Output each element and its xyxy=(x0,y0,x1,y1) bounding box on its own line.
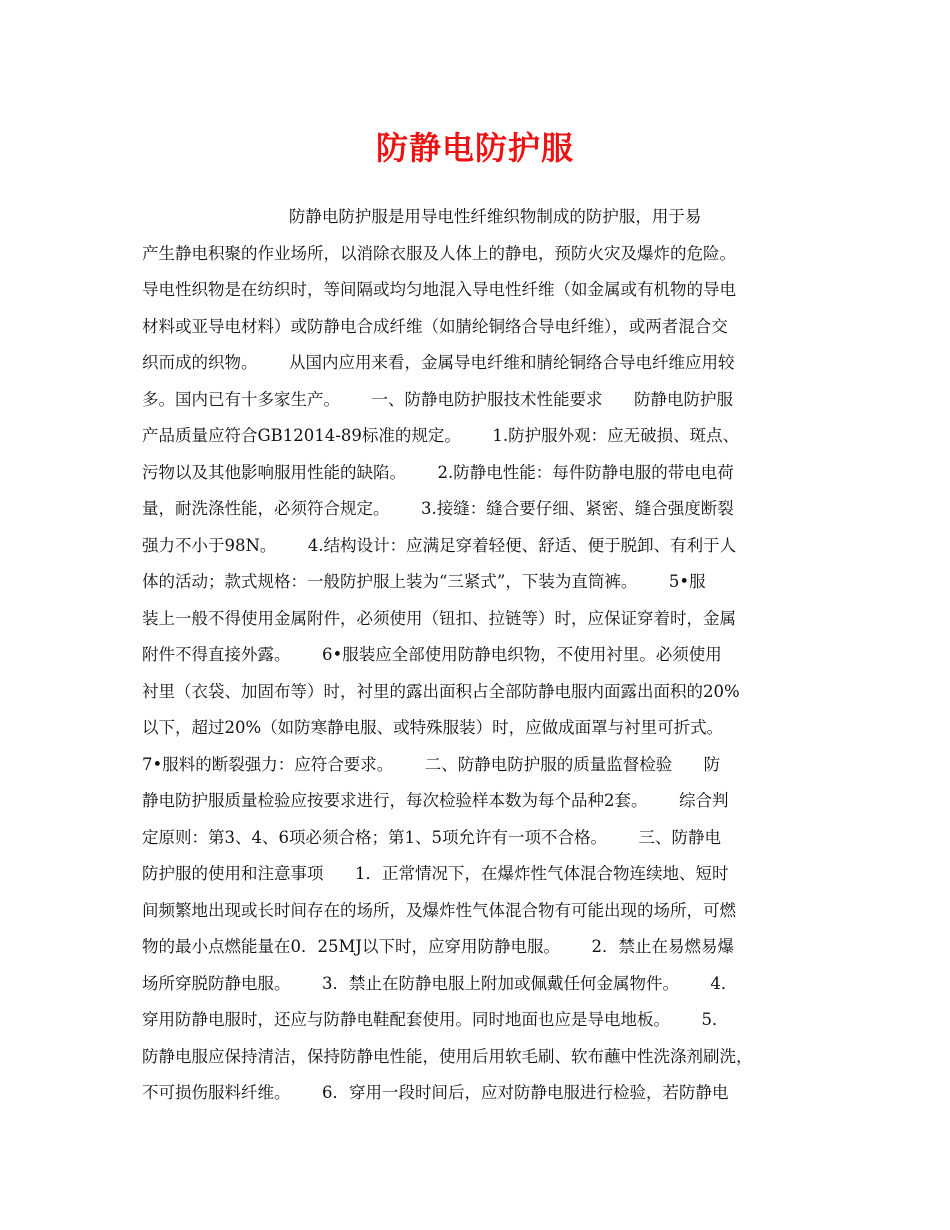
body-line: 以下，超过20%（如防寒静电服、或特殊服装）时，应做成面罩与衬里可折式。 xyxy=(142,718,724,737)
body-line: 强力不小于98N。 4.结构设计：应满足穿着轻便、舒适、便于脱卸、有利于人 xyxy=(142,535,737,555)
body-line: 污物以及其他影响服用性能的缺陷。 2.防静电性能：每件防静电服的带电电荷 xyxy=(142,462,734,482)
body-line: 衬里（衣袋、加固布等）时，衬里的露出面积占全部防静电服内面露出面积的20% xyxy=(142,681,740,701)
body-line: 装上一般不得使用金属附件，必须使用（钮扣、拉链等）时，应保证穿着时，金属 xyxy=(142,608,736,628)
body-line: 不可损伤服料纤维。 6．穿用一段时间后，应对防静电服进行检验，若防静电 xyxy=(142,1083,729,1102)
body-line: 量，耐洗涤性能，必须符合规定。 3.接缝：缝合要仔细、紧密、缝合强度断裂 xyxy=(142,499,734,518)
body-line: 物的最小点燃能量在0．25MJ以下时，应穿用防静电服。 2．禁止在易燃易爆 xyxy=(142,937,734,956)
body-line: 防护服的使用和注意事项 1．正常情况下，在爆炸性气体混合物连续地、短时 xyxy=(142,864,729,883)
body-line: 场所穿脱防静电服。 3．禁止在防静电服上附加或佩戴任何金属物件。 4． xyxy=(142,973,738,993)
body-line: 间频繁地出现或长时间存在的场所，及爆炸性气体混合物有可能出现的场所，可燃 xyxy=(142,900,736,920)
document-title: 防静电防护服 xyxy=(375,129,574,167)
body-line: 多。国内已有十多家生产。 一、防静电防护服技术性能要求 防静电防护服 xyxy=(142,389,733,409)
body-line: 静电防护服质量检验应按要求进行，每次检验样本数为每个品种2套。 综合判 xyxy=(142,791,729,810)
body-line: 7•服料的断裂强力：应符合要求。 二、防静电防护服的质量监督检验 防 xyxy=(142,754,721,774)
body-line: 防静电防护服是用导电性纤维织物制成的防护服，用于易 xyxy=(142,207,702,226)
body-line: 织而成的织物。 从国内应用来看，金属导电纤维和腈纶铜络合导电纤维应用较 xyxy=(142,353,735,372)
body-line: 导电性织物是在纺织时，等间隔或均匀地混入导电性纤维（如金属或有机物的导电 xyxy=(142,280,736,299)
body-line: 防静电服应保持清洁，保持防静电性能，使用后用软毛刷、软布蘸中性洗涤剂刷洗， xyxy=(142,1046,753,1066)
body-line: 产生静电积聚的作业场所，以消除衣服及人体上的静电，预防火灾及爆炸的危险。 xyxy=(142,243,736,263)
body-line: 材料或亚导电材料）或防静电合成纤维（如腈纶铜络合导电纤维），或两者混合交 xyxy=(142,316,728,336)
body-line: 体的活动；款式规格：一般防护服上装为“三紧式”，下装为直筒裤。 5•服 xyxy=(142,572,706,591)
body-line: 产品质量应符合GB12014-89标准的规定。 1.防护服外观：应无破损、斑点、 xyxy=(142,426,740,445)
body-line: 定原则：第3、4、6项必须合格；第1、5项允许有一项不合格。 三、防静电 xyxy=(142,827,721,847)
body-line: 穿用防静电服时，还应与防静电鞋配套使用。同时地面也应是导电地板。 5． xyxy=(142,1010,729,1029)
document-body xyxy=(142,199,814,1112)
body-line: 附件不得直接外露。 6•服装应全部使用防静电织物，不使用衬里。必须使用 xyxy=(142,645,722,664)
